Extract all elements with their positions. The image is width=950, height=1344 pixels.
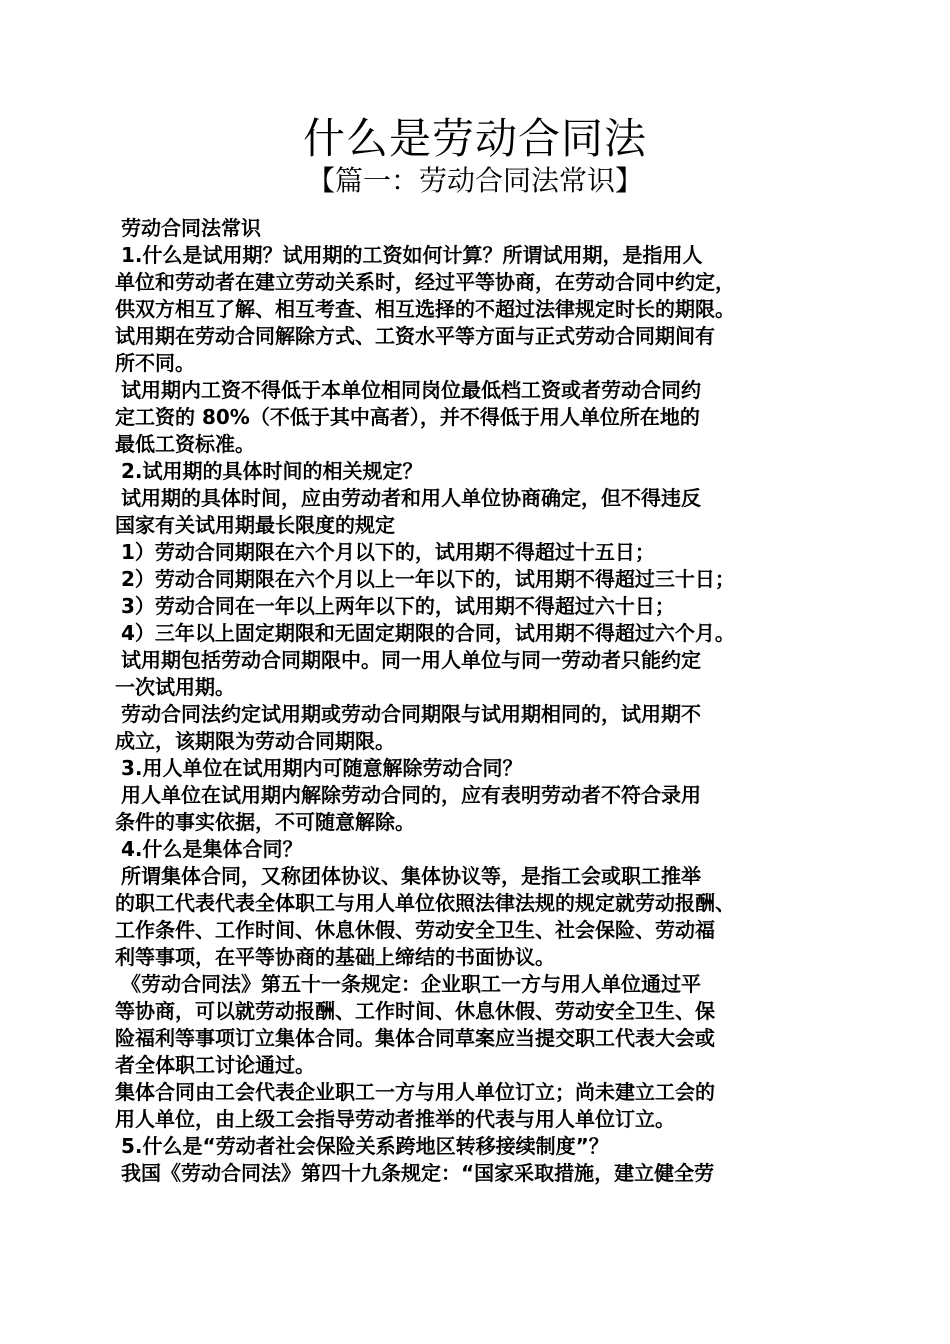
- question-heading: 1.什么是试用期？试用期的工资如何计算？所谓试用期，是指用人: [121, 243, 703, 267]
- list-item: 2）劳动合同期限在六个月以上一年以下的，试用期不得超过三十日；: [121, 567, 735, 591]
- body-line: 用人单位，由上级工会指导劳动者推举的代表与用人单位订立。: [115, 1107, 675, 1131]
- body-line: 集体合同由工会代表企业职工一方与用人单位订立；尚未建立工会的: [115, 1080, 715, 1104]
- document-subtitle: 【篇一：劳动合同法常识】: [306, 164, 643, 197]
- body-line: 所谓集体合同，又称团体协议、集体协议等，是指工会或职工推举: [121, 864, 701, 888]
- body-line: 劳动合同法约定试用期或劳动合同期限与试用期相同的，试用期不: [121, 702, 701, 726]
- body-line: 供双方相互了解、相互考查、相互选择的不超过法律规定时长的期限。: [115, 297, 735, 321]
- body-line: 试用期内工资不得低于本单位相同岗位最低档工资或者劳动合同约: [121, 378, 701, 402]
- list-item: 3）劳动合同在一年以上两年以下的，试用期不得超过六十日；: [121, 594, 675, 618]
- body-line: 最低工资标准。: [115, 432, 255, 456]
- body-line: 试用期的具体时间，应由劳动者和用人单位协商确定，但不得违反: [121, 486, 701, 510]
- question-heading: 5.什么是“劳动者社会保险关系跨地区转移接续制度”？: [121, 1134, 609, 1158]
- document-title: 什么是劳动合同法: [302, 114, 647, 163]
- document-body: [115, 215, 855, 1187]
- body-line: 定工资的 80%（不低于其中高者），并不得低于用人单位所在地的: [115, 405, 700, 429]
- body-line: 单位和劳动者在建立劳动关系时，经过平等协商，在劳动合同中约定，: [115, 270, 735, 294]
- body-line: 者全体职工讨论通过。: [115, 1053, 315, 1077]
- body-line: 一次试用期。: [115, 675, 235, 699]
- list-item: 1）劳动合同期限在六个月以下的，试用期不得超过十五日；: [121, 540, 655, 564]
- section-heading: 劳动合同法常识: [121, 216, 261, 240]
- body-line: 所不同。: [115, 351, 195, 375]
- body-line: 的职工代表代表全体职工与用人单位依照法律法规的规定就劳动报酬、: [115, 891, 735, 915]
- body-line: 险福利等事项订立集体合同。集体合同草案应当提交职工代表大会或: [115, 1026, 715, 1050]
- body-line: 工作条件、工作时间、休息休假、劳动安全卫生、社会保险、劳动福: [115, 918, 715, 942]
- body-line: 试用期包括劳动合同期限中。同一用人单位与同一劳动者只能约定: [121, 648, 701, 672]
- body-line: 我国《劳动合同法》第四十九条规定：“国家采取措施，建立健全劳: [121, 1161, 715, 1185]
- body-line: 国家有关试用期最长限度的规定: [115, 513, 395, 537]
- body-line: 《劳动合同法》第五十一条规定：企业职工一方与用人单位通过平: [121, 972, 701, 996]
- body-line: 成立，该期限为劳动合同期限。: [115, 729, 395, 753]
- list-item: 4）三年以上固定期限和无固定期限的合同，试用期不得超过六个月。: [121, 621, 735, 645]
- question-heading: 3.用人单位在试用期内可随意解除劳动合同？: [121, 756, 523, 780]
- body-line: 等协商，可以就劳动报酬、工作时间、休息休假、劳动安全卫生、保: [115, 999, 715, 1023]
- question-heading: 4.什么是集体合同？: [121, 837, 303, 861]
- body-line: 条件的事实依据，不可随意解除。: [115, 810, 415, 834]
- body-line: 用人单位在试用期内解除劳动合同的，应有表明劳动者不符合录用: [121, 783, 701, 807]
- body-line: 利等事项，在平等协商的基础上缔结的书面协议。: [115, 945, 555, 969]
- body-line: 试用期在劳动合同解除方式、工资水平等方面与正式劳动合同期间有: [115, 324, 715, 348]
- question-heading: 2.试用期的具体时间的相关规定？: [121, 459, 423, 483]
